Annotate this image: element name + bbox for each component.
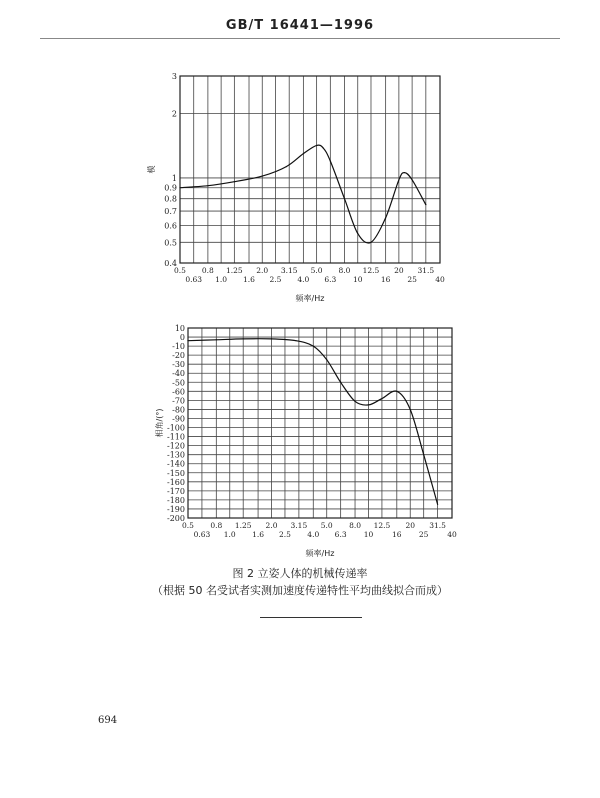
data-point <box>344 198 345 199</box>
data-point <box>271 338 272 339</box>
data-point <box>437 504 438 505</box>
x-tick-label: 1.6 <box>252 530 265 539</box>
y-tick-label: -140 <box>167 459 185 469</box>
y-tick-label: -130 <box>167 450 185 460</box>
x-tick-label: 31.5 <box>417 266 435 275</box>
x-tick-label: 1.25 <box>226 266 243 275</box>
data-point <box>243 338 244 339</box>
document-header: GB/T 16441—1996 <box>225 18 375 33</box>
y-tick-label: 3 <box>171 72 177 81</box>
data-point <box>303 153 304 154</box>
x-axis-label: 频率/Hz <box>305 549 335 558</box>
y-tick-label: 0.4 <box>164 259 177 268</box>
x-tick-label: 0.8 <box>201 266 214 275</box>
y-tick-label: -10 <box>172 342 185 352</box>
plot-frame <box>180 76 440 263</box>
x-tick-label: 40 <box>447 530 457 539</box>
data-point <box>262 176 263 177</box>
data-point <box>385 217 386 218</box>
x-tick-label: 0.63 <box>185 275 203 284</box>
data-point <box>425 204 426 205</box>
footer-divider <box>260 617 362 618</box>
x-tick-label: 20 <box>394 266 404 275</box>
figure-caption-subtitle: （根据 50 名受试者实测加速度传递特性平均曲线拟合而成） <box>152 584 448 597</box>
y-tick-label: -50 <box>172 378 185 388</box>
data-point <box>404 172 405 173</box>
y-tick-label: -180 <box>167 495 185 505</box>
data-point <box>410 409 411 410</box>
page-number: 694 <box>98 715 118 726</box>
y-tick-label: -90 <box>172 414 185 424</box>
y-tick-label: -70 <box>172 396 185 406</box>
x-tick-label: 1.6 <box>243 275 255 284</box>
magnitude-chart <box>0 60 600 360</box>
figure-caption-title: 图 2 立姿人体的机械传递率 <box>232 567 368 580</box>
x-tick-label: 16 <box>392 530 402 539</box>
data-point <box>295 340 296 341</box>
data-point <box>187 340 188 341</box>
y-tick-label: -170 <box>167 486 185 496</box>
x-tick-label: 12.5 <box>362 266 380 275</box>
x-tick-label: 25 <box>418 530 429 539</box>
data-point <box>330 160 331 161</box>
y-tick-label: -40 <box>172 369 185 379</box>
y-tick-label: 10 <box>174 324 185 333</box>
y-tick-label: -190 <box>167 504 185 514</box>
x-tick-label: 8.0 <box>349 521 362 530</box>
y-axis-label: 模 <box>147 165 156 174</box>
x-tick-label: 5.0 <box>320 521 333 530</box>
plot-frame <box>188 328 452 518</box>
x-tick-label: 25 <box>407 275 417 284</box>
x-tick-label: 3.15 <box>280 266 298 275</box>
x-tick-label: 8.0 <box>338 266 351 275</box>
x-tick-label: 0.63 <box>193 530 211 539</box>
y-tick-label: 0.9 <box>164 183 177 193</box>
x-tick-label: 0.8 <box>210 521 223 530</box>
data-point <box>381 398 382 399</box>
x-tick-label: 5.0 <box>310 266 323 275</box>
data-point <box>323 147 324 148</box>
y-tick-label: -80 <box>172 405 185 415</box>
x-tick-label: 1.0 <box>223 530 236 539</box>
y-tick-label: 1 <box>171 173 177 183</box>
x-tick-label: 1.0 <box>215 275 228 284</box>
x-tick-label: 2.5 <box>269 275 282 284</box>
series-line <box>180 145 426 243</box>
data-point <box>368 404 369 405</box>
data-point <box>207 185 208 186</box>
x-tick-label: 10 <box>363 530 374 539</box>
x-tick-label: 1.25 <box>234 521 252 530</box>
x-tick-label: 2.0 <box>265 521 278 530</box>
data-point <box>216 339 217 340</box>
data-point <box>326 359 327 360</box>
x-tick-label: 6.3 <box>324 275 337 284</box>
series-line <box>188 339 438 505</box>
y-tick-label: 0.8 <box>164 194 177 204</box>
y-tick-label: -120 <box>167 441 185 451</box>
x-tick-label: 16 <box>380 275 391 284</box>
phase-chart <box>0 320 600 560</box>
data-point <box>423 454 424 455</box>
data-point <box>398 179 399 180</box>
data-point <box>179 187 180 188</box>
y-tick-label: -30 <box>172 360 185 370</box>
y-axis-label: 相角/(°) <box>155 408 164 438</box>
x-tick-label: 31.5 <box>429 521 446 530</box>
data-point <box>313 345 314 346</box>
x-tick-label: 40 <box>435 275 445 284</box>
x-tick-label: 20 <box>405 521 416 530</box>
data-point <box>370 242 371 243</box>
x-tick-label: 4.0 <box>297 275 310 284</box>
data-point <box>286 166 287 167</box>
x-tick-label: 4.0 <box>307 530 320 539</box>
x-tick-label: 12.5 <box>373 521 391 530</box>
y-tick-label: 2 <box>171 109 177 119</box>
y-tick-label: -60 <box>172 387 185 397</box>
x-axis-label: 频率/Hz <box>295 294 325 303</box>
y-tick-label: 0.6 <box>164 221 177 231</box>
x-tick-label: 10 <box>352 275 363 284</box>
x-tick-label: 2.0 <box>256 266 269 275</box>
data-point <box>396 391 397 392</box>
y-tick-label: 0.5 <box>164 238 177 248</box>
y-tick-label: -150 <box>167 468 185 478</box>
y-tick-label: -20 <box>172 351 185 361</box>
data-point <box>316 145 317 146</box>
y-tick-label: -200 <box>167 514 185 523</box>
data-point <box>412 179 413 180</box>
x-tick-label: 2.5 <box>278 530 291 539</box>
header-divider <box>40 38 560 39</box>
y-tick-label: 0.7 <box>164 207 177 217</box>
y-tick-label: -100 <box>167 423 185 433</box>
y-tick-label: -110 <box>167 432 185 442</box>
data-point <box>354 401 355 402</box>
x-tick-label: 0.5 <box>182 521 194 530</box>
data-point <box>357 233 358 234</box>
x-tick-label: 0.5 <box>174 266 186 275</box>
x-tick-label: 3.15 <box>290 521 308 530</box>
y-tick-label: -160 <box>167 477 185 487</box>
data-point <box>340 382 341 383</box>
y-tick-label: 0 <box>179 333 185 343</box>
x-tick-label: 6.3 <box>334 530 347 539</box>
data-point <box>234 181 235 182</box>
